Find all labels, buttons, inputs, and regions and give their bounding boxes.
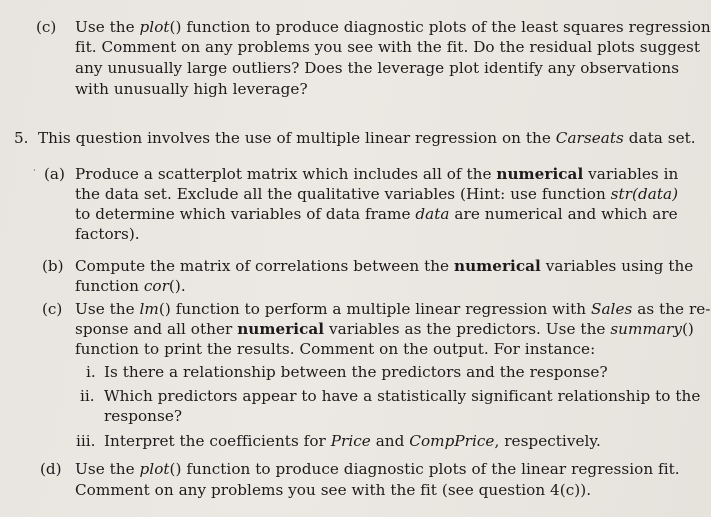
problem-5a-line: to determine which variables of data frame data are numerical and which are bbox=[75, 205, 678, 223]
problem-5a-line: factors). bbox=[75, 225, 140, 243]
problem-4c-line: fit. Comment on any problems you see with the fit. Do the residual plots suggest bbox=[75, 38, 700, 56]
problem-5-number: 5. bbox=[14, 129, 29, 147]
problem-5b-line: Compute the matrix of correlations between the numerical variables using the bbox=[75, 257, 694, 275]
problem-5c-item-line: Is there a relationship between the predictors and the response? bbox=[104, 363, 608, 381]
italic-term: Carseats bbox=[555, 129, 624, 147]
problem-5d-label: (d) bbox=[40, 460, 62, 478]
problem-4c-line: any unusually large outliers? Does the leverage plot identify any observations bbox=[75, 59, 680, 77]
problem-5c-item-label: ii. bbox=[80, 387, 95, 405]
problem-5a-label: (a) bbox=[44, 165, 65, 183]
margin-mark: · bbox=[33, 166, 36, 176]
italic-term: cor bbox=[143, 277, 169, 295]
italic-term: str(data) bbox=[610, 185, 679, 203]
bold-term: numerical bbox=[237, 320, 325, 338]
problem-5c-item-line: response? bbox=[104, 407, 183, 425]
problem-5c-line: function to print the results. Comment on the output. For instance: bbox=[75, 340, 596, 358]
italic-term: lm bbox=[139, 300, 159, 318]
problem-5c-line: sponse and all other numerical variables as the predictors. Use the summary() bbox=[75, 320, 694, 338]
problem-5c-item-label: iii. bbox=[76, 432, 96, 450]
bold-term: numerical bbox=[496, 165, 584, 183]
problem-5d-line: Use the plot() function to produce diagnostic plots of the linear regression fit. bbox=[75, 460, 680, 478]
problem-4c-label: (c) bbox=[36, 18, 57, 36]
italic-term: summary bbox=[610, 320, 682, 338]
problem-5c-item-label: i. bbox=[86, 363, 96, 381]
problem-5-intro: This question involves the use of multiple linear regression on the Carseats data set. bbox=[38, 129, 696, 147]
problem-5a-line: Produce a scatterplot matrix which includes all of the numerical variables in bbox=[75, 165, 679, 183]
problem-5c-line: Use the lm() function to perform a multiple linear regression with Sales as the re- bbox=[75, 300, 711, 318]
problem-4c-line: Use the plot() function to produce diagnostic plots of the least squares regression bbox=[75, 18, 711, 36]
problem-5b-line: function cor(). bbox=[75, 277, 186, 295]
italic-term: plot bbox=[139, 460, 170, 478]
problem-5c-item-line: Which predictors appear to have a statistically significant relationship to the bbox=[104, 387, 701, 405]
problem-5c-label: (c) bbox=[42, 300, 63, 318]
problem-5c-item-line: Interpret the coefficients for Price and CompPrice, respectively. bbox=[104, 432, 601, 450]
italic-term: CompPrice bbox=[409, 432, 495, 450]
problem-5a-line: the data set. Exclude all the qualitative variables (Hint: use function str(data) bbox=[75, 185, 679, 203]
italic-term: plot bbox=[139, 18, 170, 36]
problem-5b-label: (b) bbox=[42, 257, 64, 275]
italic-term: Sales bbox=[591, 300, 633, 318]
problem-5d-line: Comment on any problems you see with the fit (see question 4(c)). bbox=[75, 481, 592, 499]
italic-term: data bbox=[415, 205, 450, 223]
italic-term: Price bbox=[330, 432, 371, 450]
problem-4c-line: with unusually high leverage? bbox=[75, 80, 308, 98]
bold-term: numerical bbox=[453, 257, 541, 275]
